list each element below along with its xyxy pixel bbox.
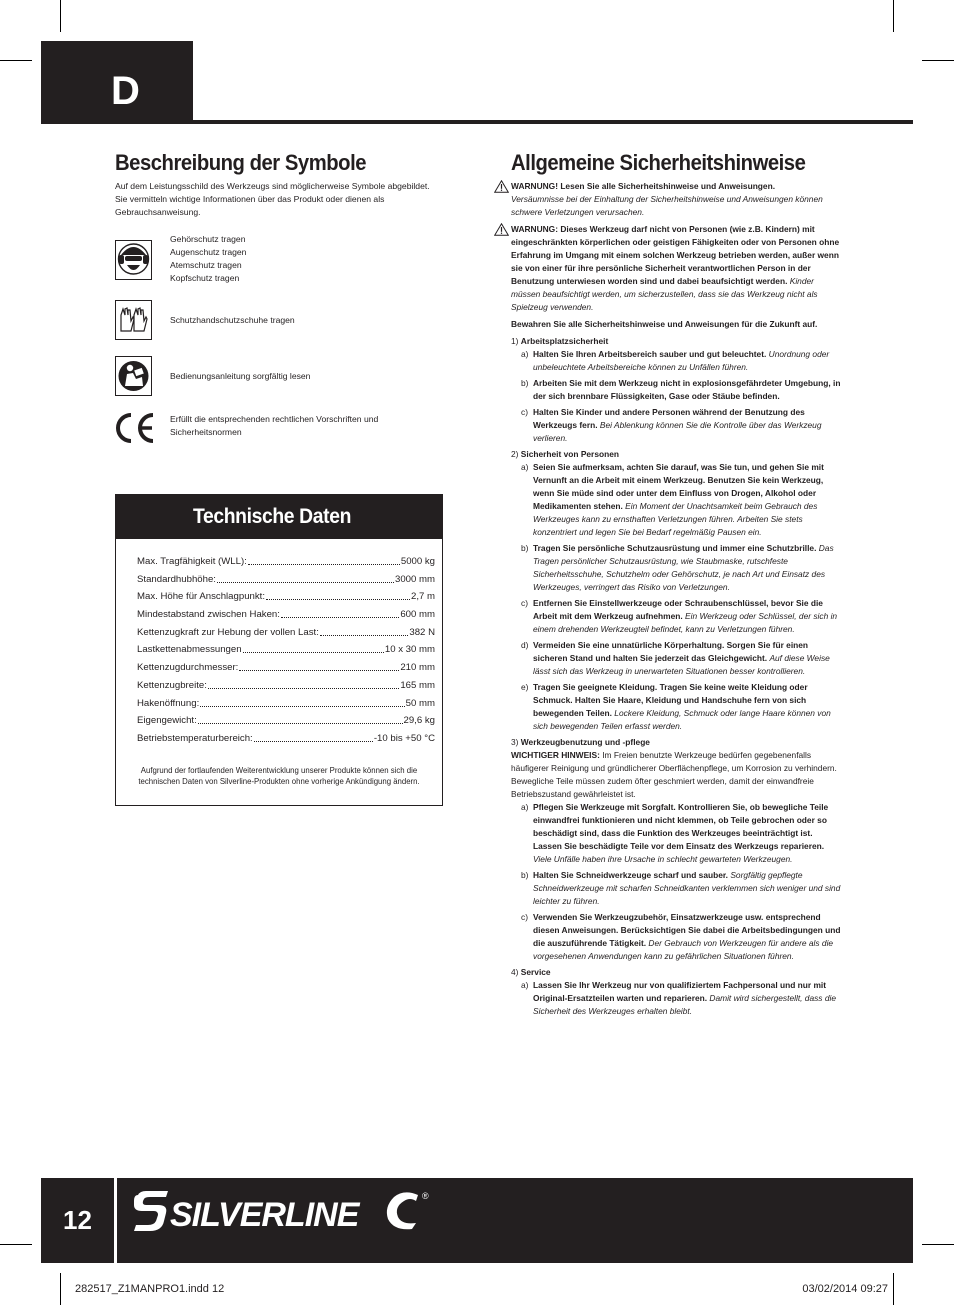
note-text: Im Freien benutzte Werkzeuge bedürfen gegebenenfalls häufigerer Reinigung und gründlicherer Oberflächenpflege, um Korrosion zu verhindern. Bewegliche Teile müssen zudem öfter geschmiert werden, damit der einwandfreie Betriebszustand gewährleistet ist. [511,750,837,799]
item-bold: Pflegen Sie Werkzeuge mit Sorgfalt. Kontrollieren Sie, ob bewegliche Teile einwandfrei funktionieren und nicht klemmen, ob Teile gebrochen oder so beschädigt sind, dass die Funktion des Werkzeuges beeinträchtigt ist. Lassen Sie beschädigte Teile vor dem Einsatz des Werkzeugs reparieren. [533,802,829,851]
symbol-line: Erfüllt die entsprechenden rechtlichen Vorschriften und [170,414,379,424]
tech-data-note [124,766,434,787]
crop-mark [893,1273,894,1305]
section-title: Arbeitsplatzsicherheit [520,336,609,346]
tech-data-label: Max. Tragfähigkeit (WLL): [137,556,247,567]
tech-data-value: 382 N [409,626,435,638]
leader-dots [254,730,373,742]
warning-2 [511,223,841,314]
ce-mark-icon [113,411,157,450]
crop-mark [60,1273,61,1305]
registered-mark: ® [422,1191,429,1201]
item-bold: Entfernen Sie Einstellwerkzeuge oder Schraubenschlüssel, bevor Sie die Arbeit mit dem Werkzeug aufnehmen. [533,598,823,621]
leader-dots [320,624,409,636]
item-bold: Halten Sie Ihren Arbeitsbereich sauber und gut beleuchtet. [533,349,767,359]
item-italic: Auf diese Weise lässt sich das Werkzeug in unerwarteten Situationen besser kontrollieren. [533,653,830,676]
crop-mark [922,60,954,61]
intro-line: Sie vermitteln wichtige Informationen über das Produkt oder dienen als [115,194,385,204]
intro-line: Auf dem Leistungsschild des Werkzeugs sind möglicherweise Symbole abgebildet. [115,181,430,191]
leader-dots [217,571,394,583]
header-rule [41,120,913,124]
note-line: technischen Daten von Silverline-Produkten ohne vorherige Ankündigung ändern. [138,776,420,786]
warning-triangle-icon [494,223,509,240]
warning-2-italic: Kinder müssen beaufsichtigt werden, um sicherzustellen, dass sie das Werkzeug nicht als Spielzeug verwenden. [511,276,818,312]
safety-item [511,461,841,539]
footer-divider [114,1178,117,1263]
crop-mark [922,1244,954,1245]
symbol-line: Augenschutz tragen [170,247,247,257]
safety-item [511,681,841,733]
safety-text [511,180,841,1021]
item-italic: Ein Werkzeug oder Schlüssel, der sich in einem drehenden Werkzeugteil befindet, kann zu Verletzungen führen. [533,611,838,634]
crop-mark [0,60,32,61]
slug-filename: 282517_Z1MANPRO1.indd 12 [75,1283,225,1295]
tech-data-heading: Technische Daten [193,505,352,528]
read-manual-icon [115,356,152,396]
intro-line: Gebrauchsanweisung. [115,207,201,217]
symbol-description [170,413,378,439]
tech-data-table [137,553,435,748]
leader-dots [281,606,399,618]
language-tab [41,41,193,123]
warning-2-bold: WARNUNG: Dieses Werkzeug darf nicht von Personen (wie z.B. Kindern) mit eingeschränkten körperlichen oder geistigen Fähigkeiten oder von Personen ohne Erfahrung im Umgang mit einem solchen Werkzeug betrieben werden, außer wenn sie von einer für ihre persönliche Sicherheit verantwortlichen Person in der Benutzung unterwiesen worden sind und dabei beaufsichtigt werden. [511,224,840,286]
crop-mark [60,0,61,32]
symbols-intro [115,180,455,219]
safety-item [511,542,841,594]
symbol-description [170,314,295,327]
item-label: b) [521,543,529,553]
safety-sections [511,335,841,1021]
item-label: c) [521,407,528,417]
leader-dots [208,677,399,689]
item-label: c) [521,598,528,608]
tech-data-row [137,606,435,624]
tech-data-row [137,571,435,589]
safety-item [511,801,841,866]
symbol-description [170,370,310,383]
section-heading [511,448,841,461]
tech-data-value: 210 mm [400,662,435,674]
symbol-line: Sicherheitsnormen [170,427,242,437]
tech-data-value: 2,7 m [411,591,435,603]
safety-heading: Allgemeine Sicherheitshinweise [511,150,806,175]
gloves-icon [115,300,152,340]
tech-data-label: Kettenzugdurchmesser: [137,662,239,674]
tech-data-label: Max. Höhe für Anschlagpunkt: [137,591,265,603]
item-label: b) [521,378,529,388]
tech-data-value: 29,6 kg [403,715,435,727]
tech-data-row [137,624,435,642]
symbol-line: Gehörschutz tragen [170,234,246,244]
tech-data-row [137,659,435,677]
item-label: a) [521,349,529,359]
section-title: Sicherheit von Personen [520,449,619,459]
symbol-description [170,233,246,285]
item-bold: Halten Sie Schneidwerkzeuge scharf und sauber. [533,870,729,880]
symbol-line: Bedienungsanleitung sorgfältig lesen [170,371,311,381]
tech-data-row [137,641,435,659]
warning-1-bold: WARNUNG! Lesen Sie alle Sicherheitshinweise und Anweisungen. [511,181,776,191]
note-line: Aufgrund der fortlaufenden Weiterentwicklung unserer Produkte können sich die [140,766,418,775]
symbol-line: Schutzhandschutzschuhe tragen [170,315,295,325]
item-bold: Lassen Sie Ihr Werkzeug nur von qualifiziertem Fachpersonal und nur mit Original-Ersatzteilen warten und reparieren. [533,980,827,1003]
warning-1-italic: Versäumnisse bei der Einhaltung der Sicherheitshinweise und Anweisungen können schwere Verletzungen verursachen. [511,194,823,217]
language-code: D [111,69,140,113]
item-italic: Unordnung oder unbeleuchtete Arbeitsbereiche können zu Unfällen führen. [533,349,830,372]
item-bold: Arbeiten Sie mit dem Werkzeug nicht in explosionsgefährdeter Umgebung, in der sich brennbare Flüssigkeiten, Gase oder Stäube befinden. [533,378,841,401]
safety-item [511,377,841,403]
warning-1 [511,180,841,219]
section-number: 2) [511,449,519,459]
item-bold: Tragen Sie geeignete Kleidung. Tragen Sie keine weite Kleidung oder Schmuck. Halten Sie Haare, Kleidung und Handschuhe fern von sich bewegenden Teilen. [533,682,808,718]
item-label: b) [521,870,529,880]
item-bold: Verwenden Sie Werkzeugzubehör, Einsatzwerkzeuge usw. entsprechend diesen Anweisungen. Berücksichtigen Sie dabei die Arbeitsbedingungen und die auszuführende Tätigkeit. [533,912,841,948]
item-italic: Sorgfältig gepflegte Schneidwerkzeuge mit scharfen Schneidkanten verklemmen sich weniger und sind leichter zu führen. [533,870,841,906]
tech-data-value: 165 mm [400,679,435,691]
leader-dots [200,695,404,707]
item-italic: Lockere Kleidung, Schmuck oder lange Haare können von sich bewegenden Teilen erfasst werden. [533,708,831,731]
safety-item [511,639,841,678]
section-title: Service [520,967,551,977]
brand-wordmark: SILVERLINE [170,1196,359,1234]
safety-item [511,979,841,1018]
section-number: 4) [511,967,519,977]
tech-data-label: Eigengewicht: [137,715,197,727]
leader-dots [266,588,410,600]
crop-mark [893,0,894,32]
item-italic: Das Tragen persönlicher Schutzausrüstung, wie Staubmaske, rutschfeste Sicherheitsschuhe, Schutzhelm oder Gehörschutz, je nach Art und Einsatz des Werkzeuges, verringert das Risiko von Verletzungen. [533,543,834,592]
item-label: a) [521,462,529,472]
tech-data-row [137,712,435,730]
silverline-logo [132,1185,432,1242]
tech-data-label: Standardhubhöhe: [137,573,216,585]
symbols-heading: Beschreibung der Symbole [115,150,367,175]
section-heading [511,736,841,749]
tech-data-row [137,588,435,606]
safety-item [511,406,841,445]
item-italic: Der Gebrauch von Werkzeugen für andere als die vorgesehenen Anwendungen kann zu gefährlichen Situationen führen. [533,938,834,961]
section-heading [511,335,841,348]
item-label: d) [521,640,529,650]
leader-dots [243,641,384,653]
tech-data-label: Hakenöffnung: [137,697,200,709]
section-heading [511,966,841,979]
crop-mark [0,1244,32,1245]
tech-data-row [137,677,435,695]
item-italic: Viele Unfälle haben ihre Ursache in schlecht gewarteten Werkzeugen. [533,854,793,864]
warning-triangle-icon [494,180,509,197]
item-bold: Vermeiden Sie eine unnatürliche Körperhaltung. Sorgen Sie für einen sicheren Stand und halten Sie jederzeit das Gleichgewicht. [533,640,809,663]
safety-item [511,597,841,636]
safety-head-icon [115,240,152,280]
slug-date: 03/02/2014 09:27 [802,1283,888,1295]
leader-dots [239,659,399,671]
item-italic: Bei Ablenkung können Sie die Kontrolle über das Werkzeug verlieren. [533,420,822,443]
item-bold: Halten Sie Kinder und andere Personen während der Benutzung des Werkzeugs fern. [533,407,805,430]
safety-item [511,911,841,963]
section-number: 1) [511,336,519,346]
item-label: a) [521,980,529,990]
important-note [511,749,841,801]
symbol-line: Atemschutz tragen [170,260,242,270]
leader-dots [198,712,403,724]
tech-data-value: -10 bis +50 °C [373,732,435,744]
tech-data-label: Lastkettenabmessungen [137,644,242,656]
tech-data-value: 3000 mm [395,573,435,585]
item-italic: Ein Moment der Unachtsamkeit beim Gebrauch des Werkzeuges kann zu ernsthaften Verletzungen führen. Arbeiten Sie stets konzentriert und legen Sie bei Bedarf regelmäßig Pausen ein. [533,501,818,537]
keep-instructions: Bewahren Sie alle Sicherheitshinweise und Anweisungen für die Zukunft auf. [511,319,818,329]
page-number: 12 [63,1205,92,1235]
tech-data-value: 600 mm [400,609,435,621]
tech-data-value: 50 mm [405,697,435,709]
leader-dots [248,553,400,565]
item-bold: Tragen Sie persönliche Schutzausrüstung und immer eine Schutzbrille. [533,543,817,553]
item-label: a) [521,802,529,812]
tech-data-label: Kettenzugbreite: [137,679,207,691]
tech-data-value: 5000 kg [400,556,435,567]
item-bold: Seien Sie aufmerksam, achten Sie darauf, was Sie tun, und gehen Sie mit Vernunft an die Arbeit mit einem Werkzeug. Benutzen Sie kein Werkzeug, wenn Sie müde sind oder unter dem Einfluss von Drogen, Alkohol oder Medikamenten stehen. [533,462,824,511]
tech-data-header [116,495,442,539]
tech-data-label: Betriebstemperaturbereich: [137,732,253,744]
tech-data-label: Kettenzugkraft zur Hebung der vollen Last: [137,626,319,638]
note-label: WICHTIGER HINWEIS: [511,750,600,760]
item-label: e) [521,682,529,692]
tech-data-row [137,553,435,571]
symbol-line: Kopfschutz tragen [170,273,240,283]
tech-data-row [137,730,435,748]
tech-data-label: Mindestabstand zwischen Haken: [137,609,280,621]
tech-data-row [137,695,435,713]
safety-item [511,869,841,908]
item-italic: Damit wird sichergestellt, dass die Sicherheit des Werkzeuges erhalten bleibt. [533,993,836,1016]
section-number: 3) [511,737,519,747]
safety-item [511,348,841,374]
tech-data-box [115,494,443,806]
item-label: c) [521,912,528,922]
tech-data-value: 10 x 30 mm [384,644,435,656]
section-title: Werkzeugbenutzung und -pflege [520,737,650,747]
